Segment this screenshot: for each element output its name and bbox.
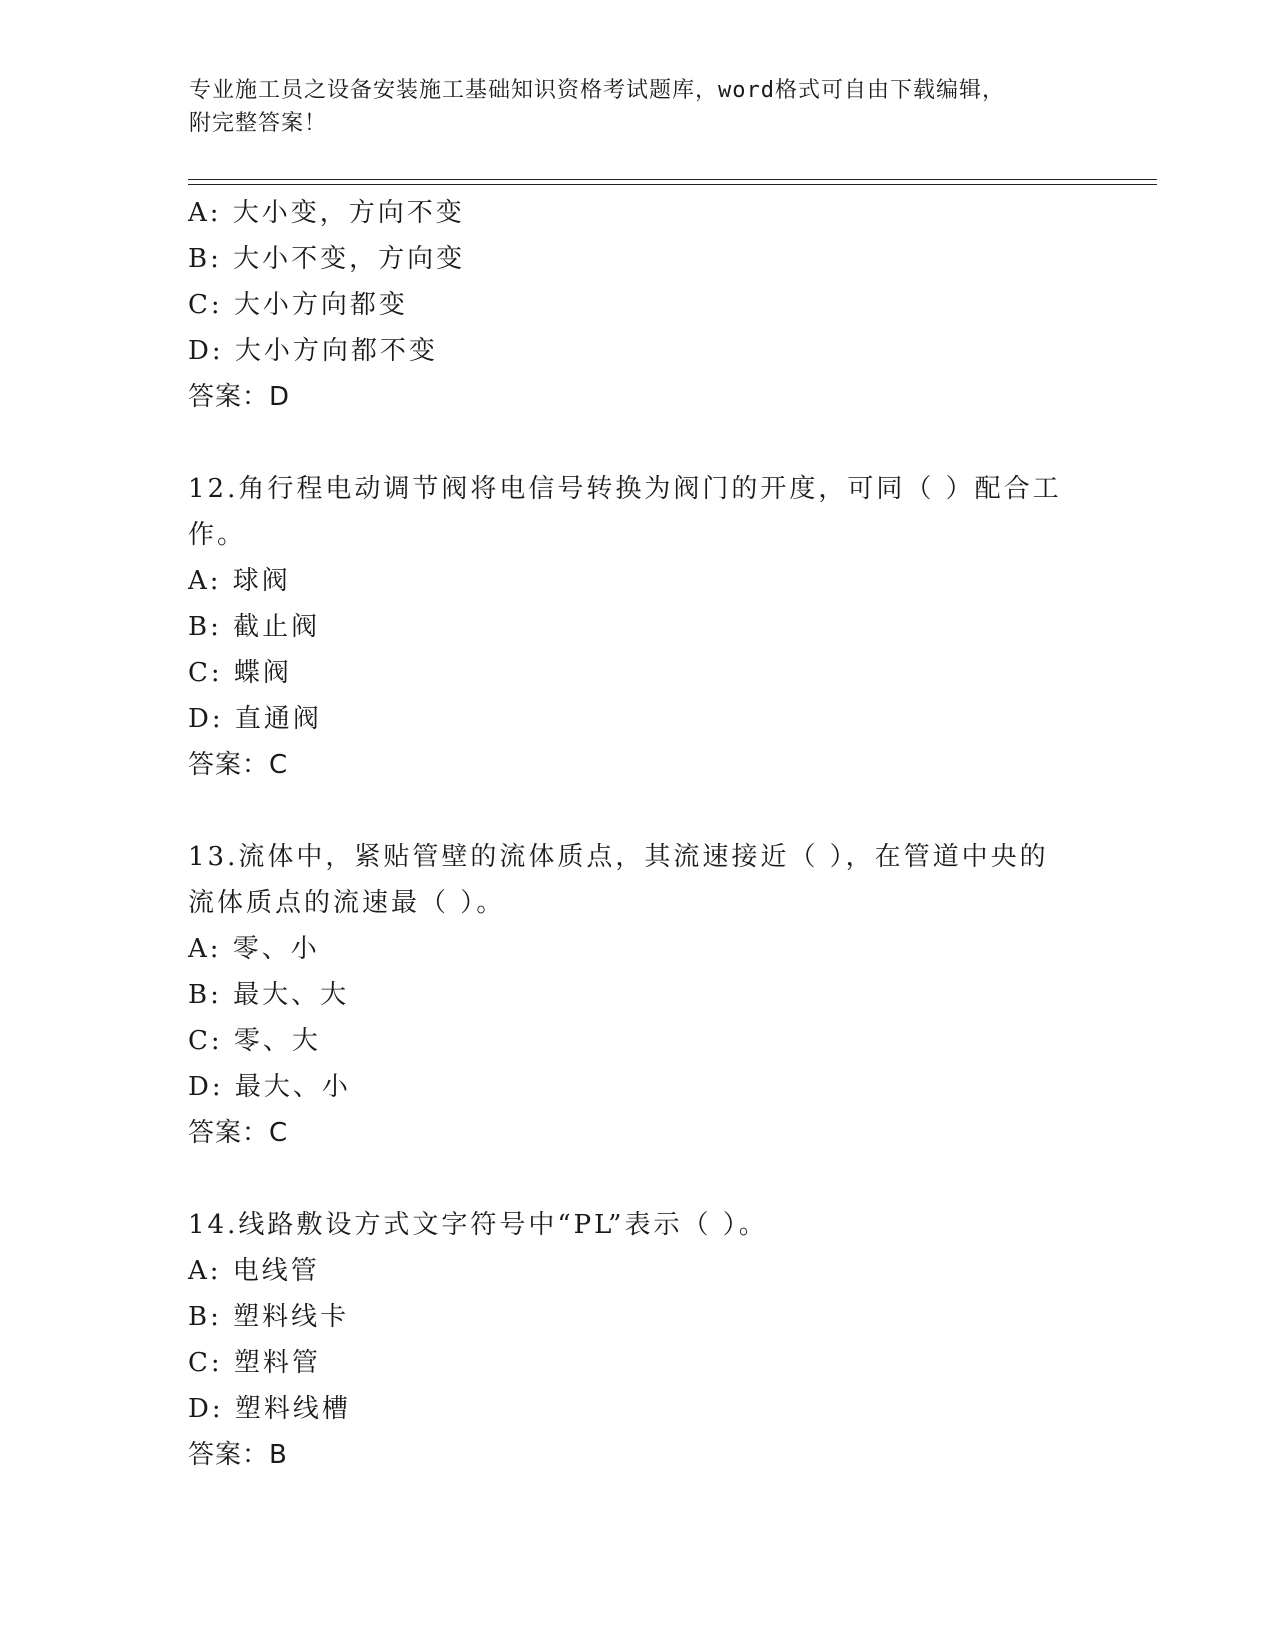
option-b: B: 最大、大 xyxy=(188,980,350,1010)
spacer xyxy=(188,788,1088,834)
option-b: B: 大小不变，方向变 xyxy=(188,244,466,274)
option-a: A: 电线管 xyxy=(188,1256,320,1286)
document-header xyxy=(189,74,1089,140)
answer-label: 答案：D xyxy=(188,382,291,412)
question-14 xyxy=(188,1202,1088,1478)
option-c: C: 大小方向都变 xyxy=(188,290,408,320)
question-11 xyxy=(188,190,1088,420)
question-title-line-1: 12.角行程电动调节阀将电信号转换为阀门的开度，可同（ ）配合工 xyxy=(188,474,1062,504)
option-a: A: 零、小 xyxy=(188,934,320,964)
option-a: A: 球阀 xyxy=(188,566,291,596)
option-d: D: 塑料线槽 xyxy=(188,1394,351,1424)
question-title-line-1: 13.流体中，紧贴管壁的流体质点，其流速接近（ ），在管道中央的 xyxy=(188,842,1049,872)
option-d: D: 最大、小 xyxy=(188,1072,351,1102)
question-title-line-2: 流体质点的流速最（ ）。 xyxy=(188,888,506,918)
question-12 xyxy=(188,466,1088,788)
spacer xyxy=(188,420,1088,466)
question-title-line-2: 作。 xyxy=(188,520,247,550)
header-line-2: 附完整答案！ xyxy=(189,111,328,136)
option-c: C: 蝶阀 xyxy=(188,658,292,688)
spacer xyxy=(188,1156,1088,1202)
option-c: C: 零、大 xyxy=(188,1026,321,1056)
question-list xyxy=(188,190,1088,1478)
answer-label: 答案：C xyxy=(188,1118,289,1148)
header-divider-bottom xyxy=(188,184,1157,185)
header-line-1: 专业施工员之设备安装施工基础知识资格考试题库，word格式可自由下载编辑， xyxy=(189,78,1005,103)
question-13 xyxy=(188,834,1088,1156)
answer-label: 答案：B xyxy=(188,1440,288,1470)
option-a: A: 大小变，方向不变 xyxy=(188,198,465,228)
option-b: B: 塑料线卡 xyxy=(188,1302,350,1332)
option-d: D: 大小方向都不变 xyxy=(188,336,438,366)
answer-label: 答案：C xyxy=(188,750,289,780)
option-c: C: 塑料管 xyxy=(188,1348,321,1378)
header-divider-top xyxy=(188,179,1157,180)
question-title-line-1: 14.线路敷设方式文字符号中“PL”表示（ ）。 xyxy=(188,1210,768,1240)
option-d: D: 直通阀 xyxy=(188,704,322,734)
option-b: B: 截止阀 xyxy=(188,612,321,642)
